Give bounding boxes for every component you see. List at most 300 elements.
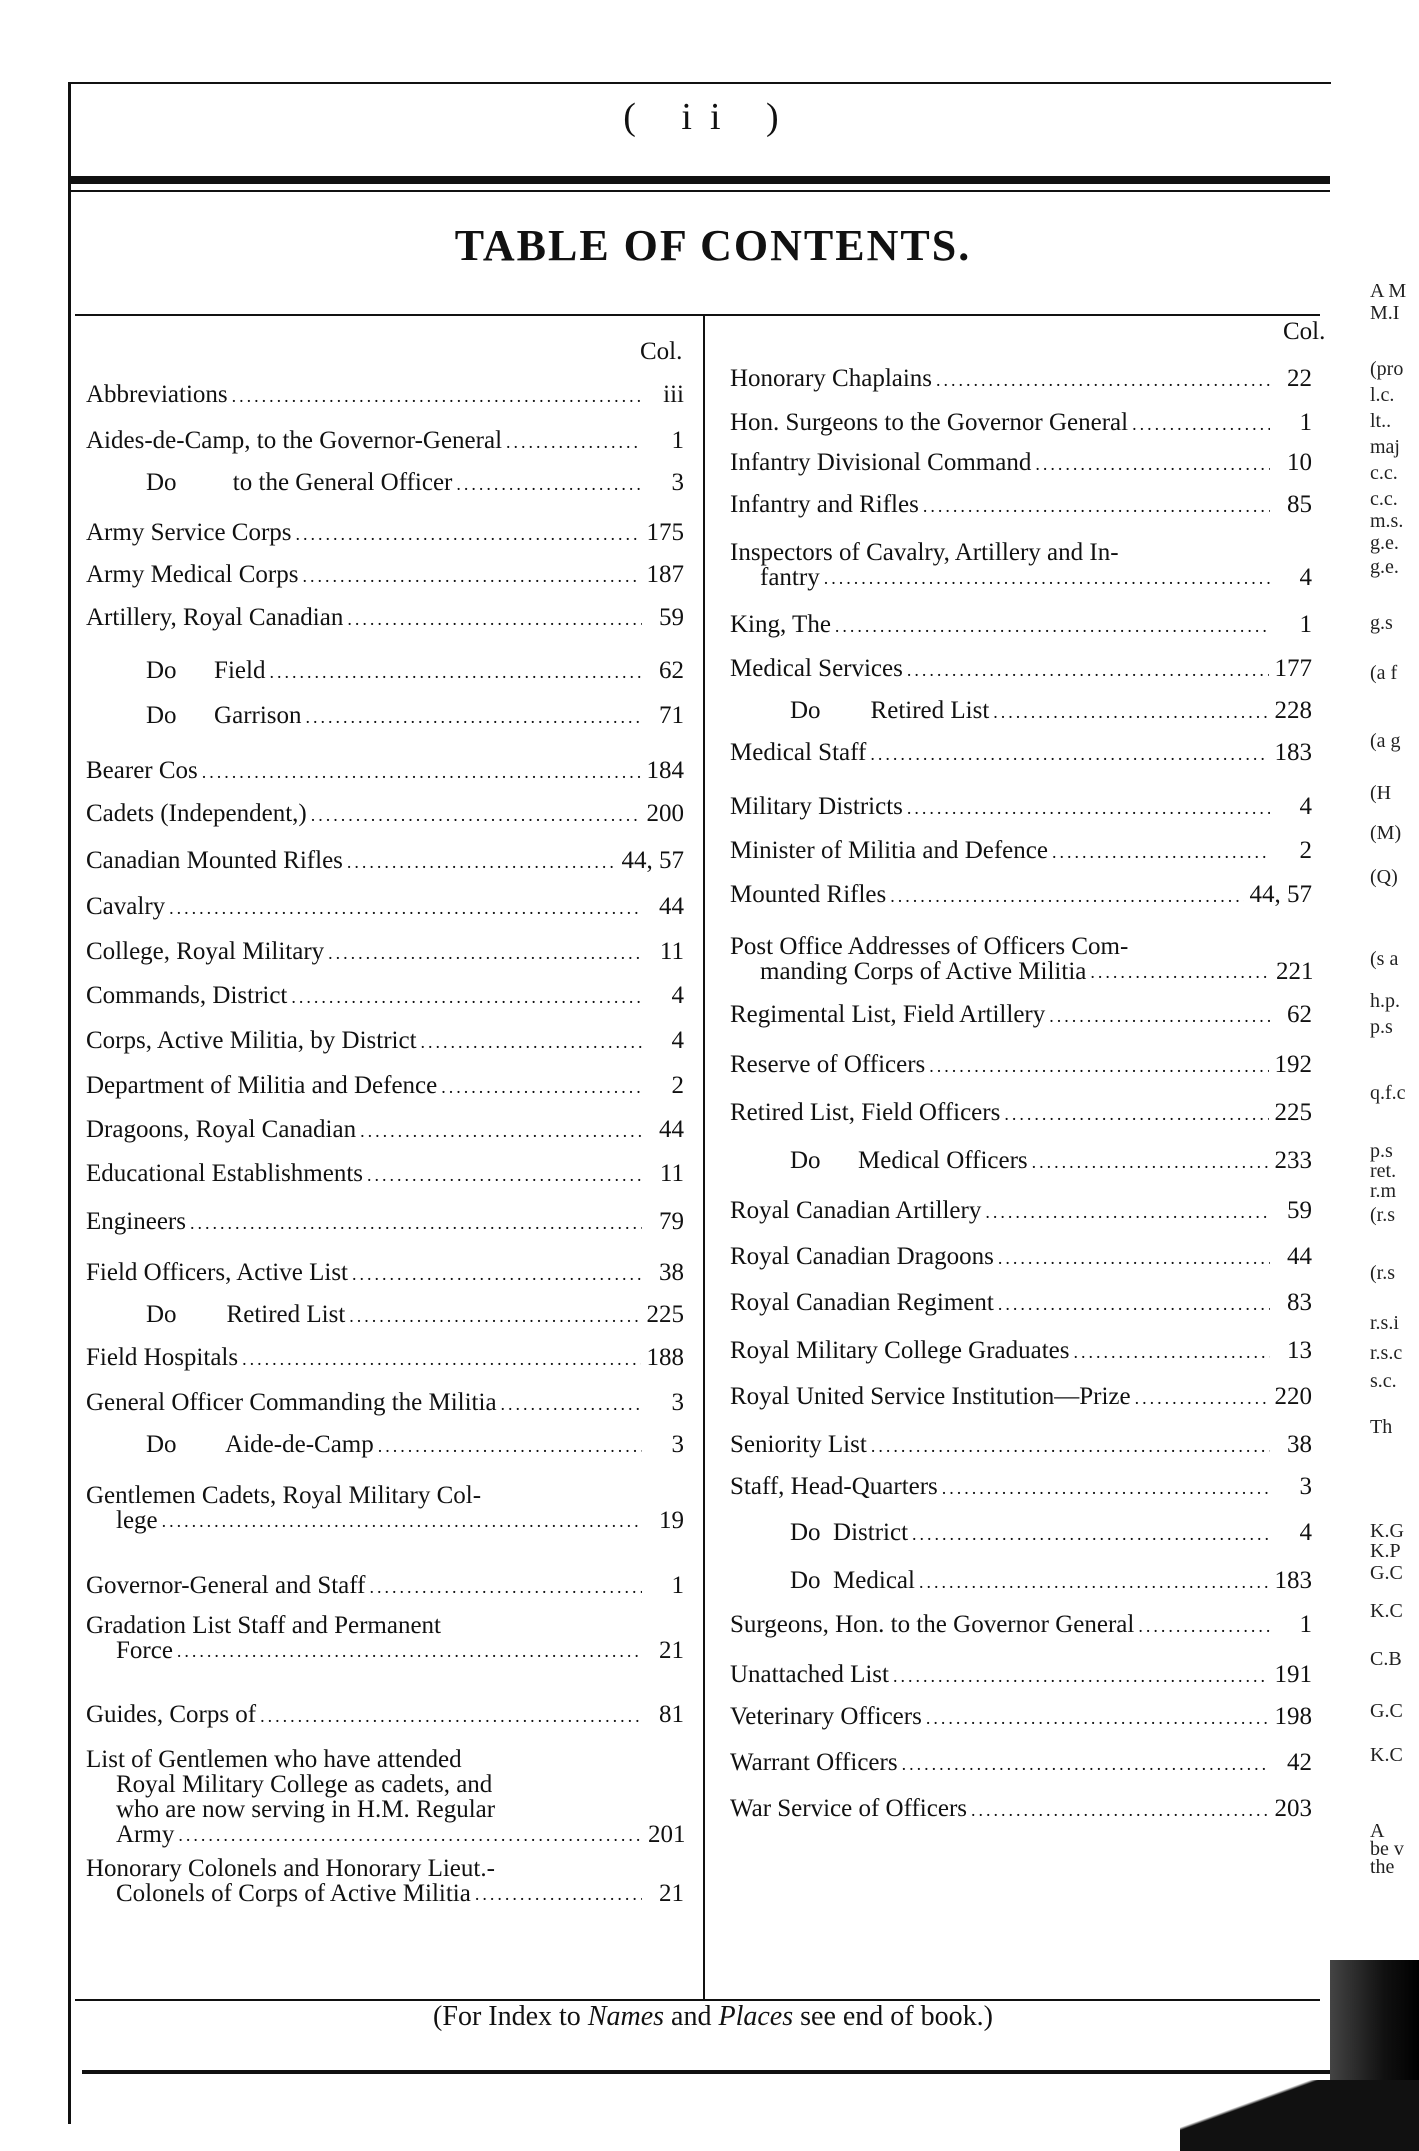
toc-entry xyxy=(730,1052,1312,1078)
adjacent-page-fragment: K.C xyxy=(1370,1744,1403,1766)
adjacent-page-fragment: (s a xyxy=(1370,948,1399,970)
dot-leader xyxy=(1132,415,1270,433)
dot-leader xyxy=(291,988,642,1006)
dot-leader xyxy=(942,1479,1270,1497)
toc-entry-label: Governor-General and Staff xyxy=(86,1572,366,1599)
dot-leader xyxy=(378,1437,642,1455)
toc-entry-label: Inspectors of Cavalry, Artillery and In- xyxy=(730,539,1119,566)
adjacent-page-fragment: (a g xyxy=(1370,730,1401,752)
dot-leader xyxy=(347,610,642,628)
adjacent-page-fragment: r.m xyxy=(1370,1180,1397,1202)
toc-entry-column-number: 42 xyxy=(1287,1749,1312,1776)
adjacent-page-fragment: q.f.c xyxy=(1370,1082,1406,1104)
dot-leader xyxy=(971,1801,1269,1819)
adjacent-page-fragment: (r.s xyxy=(1370,1262,1395,1284)
dot-leader xyxy=(177,1642,642,1660)
dot-leader xyxy=(1090,963,1270,981)
dot-leader xyxy=(1004,1105,1268,1123)
toc-entry xyxy=(730,450,1312,476)
toc-entry-label: Abbreviations xyxy=(86,381,228,408)
toc-entry xyxy=(86,520,684,546)
toc-entry-label: Aides-de-Camp, to the Governor-General xyxy=(86,427,503,454)
toc-entry-column-number: 3 xyxy=(1299,1473,1312,1500)
toc-entry-column-number: 59 xyxy=(1287,1197,1312,1224)
toc-entry xyxy=(146,1432,684,1458)
toc-entry-label: fantry xyxy=(760,564,820,591)
dot-leader xyxy=(296,525,641,543)
dot-leader xyxy=(929,1057,1268,1075)
adjacent-page-fragment: G.C xyxy=(1370,1700,1403,1722)
toc-entry-label: Do to the General Officer xyxy=(146,469,453,496)
toc-entry xyxy=(790,1148,1312,1174)
toc-entry xyxy=(730,1198,1312,1224)
toc-entry xyxy=(730,1338,1312,1364)
adjacent-page-fragment: g.e. xyxy=(1370,532,1399,554)
page-bottom-rule xyxy=(82,2070,1332,2074)
toc-entry xyxy=(86,983,684,1009)
toc-entry-label: Reserve of Officers xyxy=(730,1051,926,1078)
dot-leader xyxy=(506,433,642,451)
adjacent-page-fragment: g.e. xyxy=(1370,556,1399,578)
adjacent-page-fragment: (a f xyxy=(1370,662,1398,684)
dot-leader xyxy=(1032,1153,1269,1171)
toc-entry-column-number: 2 xyxy=(671,1072,684,1099)
toc-entry-label: Royal Military College as cadets, and xyxy=(116,1771,493,1798)
adjacent-page-fragment: (r.s xyxy=(1370,1204,1395,1226)
toc-entry xyxy=(730,1662,1312,1688)
toc-entry xyxy=(86,562,684,588)
toc-entry xyxy=(730,1002,1312,1028)
toc-entry-column-number: 1 xyxy=(1299,409,1312,436)
toc-entry-label: Gradation List Staff and Permanent xyxy=(86,1612,442,1639)
toc-entry-column-number: 228 xyxy=(1274,697,1312,724)
dot-leader xyxy=(1049,1007,1270,1025)
toc-entry-label: manding Corps of Active Militia xyxy=(760,958,1087,985)
toc-entry-column-number: 183 xyxy=(1274,1567,1312,1594)
toc-entry-column-number: 62 xyxy=(659,657,684,684)
toc-entry xyxy=(730,794,1312,820)
toc-entry xyxy=(86,1161,684,1187)
left-col-header: Col. xyxy=(640,338,683,365)
toc-entry-column-number: 62 xyxy=(1287,1001,1312,1028)
toc-entry xyxy=(730,882,1312,908)
dot-leader xyxy=(347,853,616,871)
toc-entry xyxy=(86,1117,684,1143)
dot-leader xyxy=(870,745,1268,763)
toc-entry-column-number: 200 xyxy=(646,800,684,827)
toc-entry-column-number: 59 xyxy=(659,604,684,631)
adjacent-page-fragment: r.s.c xyxy=(1370,1342,1403,1364)
toc-entry-label: Veterinary Officers xyxy=(730,1703,922,1730)
toc-entry-label: lege xyxy=(116,1507,158,1534)
dot-leader xyxy=(907,799,1270,817)
toc-entry-column-number: 83 xyxy=(1287,1289,1312,1316)
dot-leader xyxy=(893,1667,1269,1685)
toc-entry-multiline xyxy=(730,540,1312,590)
dot-leader xyxy=(306,708,642,726)
toc-entry-label: Colonels of Corps of Active Militia xyxy=(116,1880,471,1907)
toc-entry-column-number: 38 xyxy=(659,1259,684,1286)
toc-entry xyxy=(730,492,1312,518)
toc-entry xyxy=(86,1702,684,1728)
dot-leader xyxy=(232,387,642,405)
toc-entry xyxy=(730,1474,1312,1500)
toc-entry xyxy=(146,703,684,729)
toc-entry-line xyxy=(86,1638,684,1663)
toc-entry-label: Unattached List xyxy=(730,1661,889,1688)
toc-entry-label: Surgeons, Hon. to the Governor General xyxy=(730,1611,1135,1638)
toc-entry-line xyxy=(86,1483,684,1508)
toc-entry-column-number: iii xyxy=(663,381,684,408)
toc-entry-column-number: 4 xyxy=(1299,793,1312,820)
toc-entry-line xyxy=(86,1856,684,1881)
dot-leader xyxy=(242,1350,640,1368)
toc-entry-line xyxy=(86,1797,684,1822)
toc-entry-label: Department of Militia and Defence xyxy=(86,1072,438,1099)
adjacent-page-fragment: maj xyxy=(1370,436,1400,458)
dot-leader xyxy=(998,1295,1270,1313)
adjacent-page-fragment: c.c. xyxy=(1370,488,1398,510)
toc-entry xyxy=(730,366,1312,392)
toc-entry-column-number: 3 xyxy=(671,1389,684,1416)
toc-entry-label: Do Retired List xyxy=(790,697,990,724)
toc-entry-column-number: 4 xyxy=(671,982,684,1009)
adjacent-page-fragment: A M xyxy=(1370,280,1407,302)
toc-entry-label: Seniority List xyxy=(730,1431,867,1458)
toc-entry-label: Warrant Officers xyxy=(730,1749,898,1776)
toc-entry xyxy=(86,605,684,631)
toc-entry xyxy=(86,939,684,965)
dot-leader xyxy=(923,497,1270,515)
toc-entry-label: Honorary Colonels and Honorary Lieut.- xyxy=(86,1855,495,1882)
page-number: ( ii ) xyxy=(623,96,797,138)
dot-leader xyxy=(824,569,1270,587)
toc-entry-label: List of Gentlemen who have attended xyxy=(86,1746,462,1773)
toc-entry-column-number: 198 xyxy=(1274,1703,1312,1730)
toc-entry-line xyxy=(730,540,1312,565)
dot-leader xyxy=(162,1512,642,1530)
page-title: TABLE OF CONTENTS. xyxy=(454,221,972,270)
toc-entry-line xyxy=(86,1747,684,1772)
toc-entry-label: Army Medical Corps xyxy=(86,561,299,588)
toc-entry-multiline xyxy=(86,1856,684,1906)
toc-entry-column-number: 1 xyxy=(671,427,684,454)
toc-entry-label: who are now serving in H.M. Regular xyxy=(116,1796,496,1823)
toc-entry xyxy=(86,758,684,784)
toc-entry xyxy=(730,656,1312,682)
adjacent-page-fragment: (Q) xyxy=(1370,866,1398,888)
toc-entry xyxy=(86,428,684,454)
toc-entry-column-number: 220 xyxy=(1274,1383,1312,1410)
toc-entry xyxy=(790,698,1312,724)
column-divider xyxy=(703,316,705,1999)
toc-entry-label: Royal United Service Institution—Prize xyxy=(730,1383,1131,1410)
adjacent-page-fragment: K.C xyxy=(1370,1600,1403,1622)
toc-entry xyxy=(730,410,1312,436)
toc-entry-column-number: 3 xyxy=(671,469,684,496)
dot-leader xyxy=(1035,455,1270,473)
toc-entry-column-number: 192 xyxy=(1274,1051,1312,1078)
toc-entry-column-number: 38 xyxy=(1287,1431,1312,1458)
toc-entry xyxy=(86,1573,684,1599)
toc-entry-label: Canadian Mounted Rifles xyxy=(86,847,343,874)
toc-entry-label: Field Hospitals xyxy=(86,1344,239,1371)
dot-leader xyxy=(936,371,1270,389)
toc-entry-column-number: 188 xyxy=(646,1344,684,1371)
toc-entry-column-number: 71 xyxy=(659,702,684,729)
toc-entry-label: Do Aide-de-Camp xyxy=(146,1431,374,1458)
footer-text-and: and xyxy=(664,2001,719,2032)
toc-entry-label: Do Garrison xyxy=(146,702,302,729)
toc-entry-column-number: 44 xyxy=(659,893,684,920)
toc-entry-line xyxy=(730,934,1312,959)
toc-entry-label: Post Office Addresses of Officers Com- xyxy=(730,933,1129,960)
toc-entry-label: Honorary Chaplains xyxy=(730,365,933,392)
toc-entry-column-number: 191 xyxy=(1274,1661,1312,1688)
adjacent-page-fragment: lt.. xyxy=(1370,410,1392,432)
toc-entry-column-number: 225 xyxy=(646,1301,684,1328)
adjacent-page-fragment: s.c. xyxy=(1370,1370,1397,1392)
dot-leader xyxy=(919,1573,1269,1591)
dot-leader xyxy=(1052,843,1270,861)
footer-names: Names xyxy=(587,2001,665,2032)
toc-entry-column-number: 81 xyxy=(659,1701,684,1728)
toc-entry-label: Regimental List, Field Artillery xyxy=(730,1001,1046,1028)
toc-entry-column-number: 10 xyxy=(1287,449,1312,476)
toc-entry xyxy=(730,1750,1312,1776)
adjacent-page-fragment: p.s xyxy=(1370,1016,1393,1038)
dot-leader xyxy=(890,887,1243,905)
dot-leader xyxy=(367,1166,642,1184)
toc-entry xyxy=(730,740,1312,766)
toc-entry xyxy=(730,1612,1312,1638)
toc-entry-column-number: 225 xyxy=(1274,1099,1312,1126)
toc-entry-label: Do Field xyxy=(146,657,266,684)
footer-note xyxy=(68,2001,1358,2033)
toc-entry-label: Commands, District xyxy=(86,982,288,1009)
toc-entry-label: Artillery, Royal Canadian xyxy=(86,604,344,631)
adjacent-page-fragment: r.s.i xyxy=(1370,1312,1399,1334)
toc-entry xyxy=(730,612,1312,638)
contents-top-rule xyxy=(75,314,1320,316)
toc-entry-label: Guides, Corps of xyxy=(86,1701,257,1728)
adjacent-page-fragment: p.s xyxy=(1370,1140,1393,1162)
toc-entry xyxy=(730,1704,1312,1730)
toc-entry-column-number: 44 xyxy=(659,1116,684,1143)
dot-leader xyxy=(178,1826,642,1844)
dot-leader xyxy=(835,617,1270,635)
dot-leader xyxy=(349,1307,640,1325)
toc-entry-column-number: 183 xyxy=(1274,739,1312,766)
toc-entry-label: Educational Establishments xyxy=(86,1160,364,1187)
adjacent-page-fragment: m.s. xyxy=(1370,510,1404,532)
toc-entry-label: Gentlemen Cadets, Royal Military Col- xyxy=(86,1482,482,1509)
toc-entry-column-number: 203 xyxy=(1274,1795,1312,1822)
toc-entry-label: War Service of Officers xyxy=(730,1795,967,1822)
adjacent-page-fragment: the xyxy=(1370,1856,1395,1878)
toc-entry-column-number: 187 xyxy=(646,561,684,588)
toc-entry-multiline xyxy=(730,934,1312,984)
dot-leader xyxy=(998,1249,1270,1267)
toc-entry xyxy=(86,1209,684,1235)
toc-entry-label: Cadets (Independent,) xyxy=(86,800,307,827)
toc-entry-label: Royal Canadian Regiment xyxy=(730,1289,994,1316)
toc-entry xyxy=(146,658,684,684)
right-col-header: Col. xyxy=(1283,318,1326,345)
toc-entry-column-number: 233 xyxy=(1274,1147,1312,1174)
toc-entry-label: Army Service Corps xyxy=(86,519,292,546)
toc-entry-label: Medical Staff xyxy=(730,739,867,766)
toc-entry xyxy=(730,1384,1312,1410)
toc-entry-label: Do Medical xyxy=(790,1567,915,1594)
toc-entry-column-number: 13 xyxy=(1287,1337,1312,1364)
adjacent-page-fragment: (pro xyxy=(1370,358,1404,380)
toc-entry-multiline xyxy=(86,1613,684,1663)
toc-entry-column-number: 1 xyxy=(1299,1611,1312,1638)
toc-entry-column-number: 44 xyxy=(1287,1243,1312,1270)
toc-entry-line xyxy=(730,959,1312,984)
dot-leader xyxy=(311,806,641,824)
toc-entry xyxy=(730,1432,1312,1458)
toc-entry xyxy=(86,1260,684,1286)
toc-entry-label: Field Officers, Active List xyxy=(86,1259,348,1286)
adjacent-page-fragment: K.G xyxy=(1370,1520,1404,1542)
adjacent-page-fragment: C.B xyxy=(1370,1648,1402,1670)
toc-entry-line xyxy=(86,1822,684,1847)
dot-leader xyxy=(421,1033,642,1051)
footer-text-after: see end of book.) xyxy=(793,2001,993,2032)
toc-entry-line xyxy=(86,1772,684,1797)
toc-entry-line xyxy=(730,565,1312,590)
dot-leader xyxy=(202,763,641,781)
toc-entry-column-number: 44, 57 xyxy=(1249,881,1312,908)
toc-entry-column-number: 4 xyxy=(671,1027,684,1054)
toc-entry xyxy=(730,1244,1312,1270)
adjacent-page-fragment: Th xyxy=(1370,1416,1393,1438)
toc-entry-column-number: 44, 57 xyxy=(621,847,684,874)
toc-entry-label: Mounted Rifles xyxy=(730,881,887,908)
dot-leader xyxy=(360,1122,642,1140)
toc-entry-column-number: 19 xyxy=(659,1507,684,1534)
toc-entry xyxy=(86,1345,684,1371)
toc-entry-column-number: 1 xyxy=(671,1572,684,1599)
toc-entry-label: Cavalry xyxy=(86,893,166,920)
dot-leader xyxy=(352,1265,642,1283)
dot-leader xyxy=(902,1755,1270,1773)
toc-entry-column-number: 175 xyxy=(646,519,684,546)
toc-entry xyxy=(730,1796,1312,1822)
adjacent-page-fragment: A xyxy=(1370,1820,1385,1842)
toc-entry-column-number: 11 xyxy=(659,938,684,965)
toc-entry-column-number: 4 xyxy=(1299,1519,1312,1546)
toc-entry xyxy=(86,848,684,874)
toc-entry-label: Hon. Surgeons to the Governor General xyxy=(730,409,1129,436)
toc-entry-column-number: 4 xyxy=(1299,564,1312,591)
adjacent-page-fragment: (M) xyxy=(1370,822,1402,844)
dot-leader xyxy=(912,1525,1270,1543)
toc-entry-column-number: 79 xyxy=(659,1208,684,1235)
dot-leader xyxy=(501,1395,642,1413)
toc-entry-column-number: 201 xyxy=(648,1821,686,1848)
dot-leader xyxy=(369,1578,642,1596)
toc-entry xyxy=(146,1302,684,1328)
toc-entry-line xyxy=(86,1508,684,1533)
toc-entry-label: Do Medical Officers xyxy=(790,1147,1028,1174)
dot-leader xyxy=(441,1078,642,1096)
toc-entry-label: Do District xyxy=(790,1519,909,1546)
toc-entry xyxy=(86,1390,684,1416)
toc-entry-column-number: 22 xyxy=(1287,365,1312,392)
dot-leader xyxy=(1135,1389,1269,1407)
dot-leader xyxy=(269,663,642,681)
toc-entry-column-number: 21 xyxy=(659,1880,684,1907)
adjacent-page-fragment: h.p. xyxy=(1370,990,1400,1012)
toc-entry xyxy=(86,1028,684,1054)
toc-entry xyxy=(790,1520,1312,1546)
toc-entry-label: Royal Canadian Artillery xyxy=(730,1197,982,1224)
toc-entry-label: Royal Canadian Dragoons xyxy=(730,1243,994,1270)
toc-entry-column-number: 1 xyxy=(1299,611,1312,638)
toc-entry xyxy=(86,894,684,920)
binding-shadow-bottom xyxy=(1180,2080,1419,2151)
toc-entry xyxy=(86,1073,684,1099)
toc-entry-label: Royal Military College Graduates xyxy=(730,1337,1070,1364)
toc-entry-label: Army xyxy=(116,1821,175,1848)
toc-entry-column-number: 21 xyxy=(659,1637,684,1664)
toc-entry-label: Military Districts xyxy=(730,793,903,820)
toc-entry-label: Engineers xyxy=(86,1208,186,1235)
toc-entry-label: Retired List, Field Officers xyxy=(730,1099,1001,1126)
toc-entry-line xyxy=(86,1881,684,1906)
toc-entry-label: Staff, Head-Quarters xyxy=(730,1473,938,1500)
toc-entry-label: Corps, Active Militia, by District xyxy=(86,1027,417,1054)
toc-entry-multiline xyxy=(86,1747,684,1847)
adjacent-page-fragment: l.c. xyxy=(1370,384,1395,406)
dot-leader xyxy=(1074,1343,1270,1361)
dot-leader xyxy=(260,1707,642,1725)
dot-leader xyxy=(190,1214,642,1232)
adjacent-page-fragment: ret. xyxy=(1370,1160,1397,1182)
adjacent-page-fragment: g.s xyxy=(1370,612,1393,634)
toc-entry xyxy=(730,1290,1312,1316)
toc-entry-line xyxy=(86,1613,684,1638)
toc-entry xyxy=(730,838,1312,864)
toc-entry-label: Minister of Militia and Defence xyxy=(730,837,1048,864)
toc-entry xyxy=(146,470,684,496)
toc-entry-multiline xyxy=(86,1483,684,1533)
adjacent-page-fragment: M.I xyxy=(1370,302,1400,324)
header-rule-thin xyxy=(68,190,1330,192)
dot-leader xyxy=(907,661,1269,679)
toc-entry-column-number: 184 xyxy=(646,757,684,784)
dot-leader xyxy=(871,1437,1270,1455)
header-rule-thick xyxy=(68,176,1330,184)
toc-entry-column-number: 85 xyxy=(1287,491,1312,518)
toc-entry-label: General Officer Commanding the Militia xyxy=(86,1389,497,1416)
toc-entry-label: Medical Services xyxy=(730,655,903,682)
toc-entry-label: Do Retired List xyxy=(146,1301,346,1328)
dot-leader xyxy=(169,899,642,917)
toc-entry-label: Bearer Cos xyxy=(86,757,198,784)
toc-entry-label: King, The xyxy=(730,611,831,638)
toc-entry xyxy=(730,1100,1312,1126)
dot-leader xyxy=(985,1203,1270,1221)
toc-entry-column-number: 3 xyxy=(671,1431,684,1458)
toc-entry-label: Infantry and Rifles xyxy=(730,491,919,518)
toc-entry-label: Infantry Divisional Command xyxy=(730,449,1032,476)
toc-entry-label: Dragoons, Royal Canadian xyxy=(86,1116,357,1143)
adjacent-page-fragment: (H xyxy=(1370,782,1392,804)
